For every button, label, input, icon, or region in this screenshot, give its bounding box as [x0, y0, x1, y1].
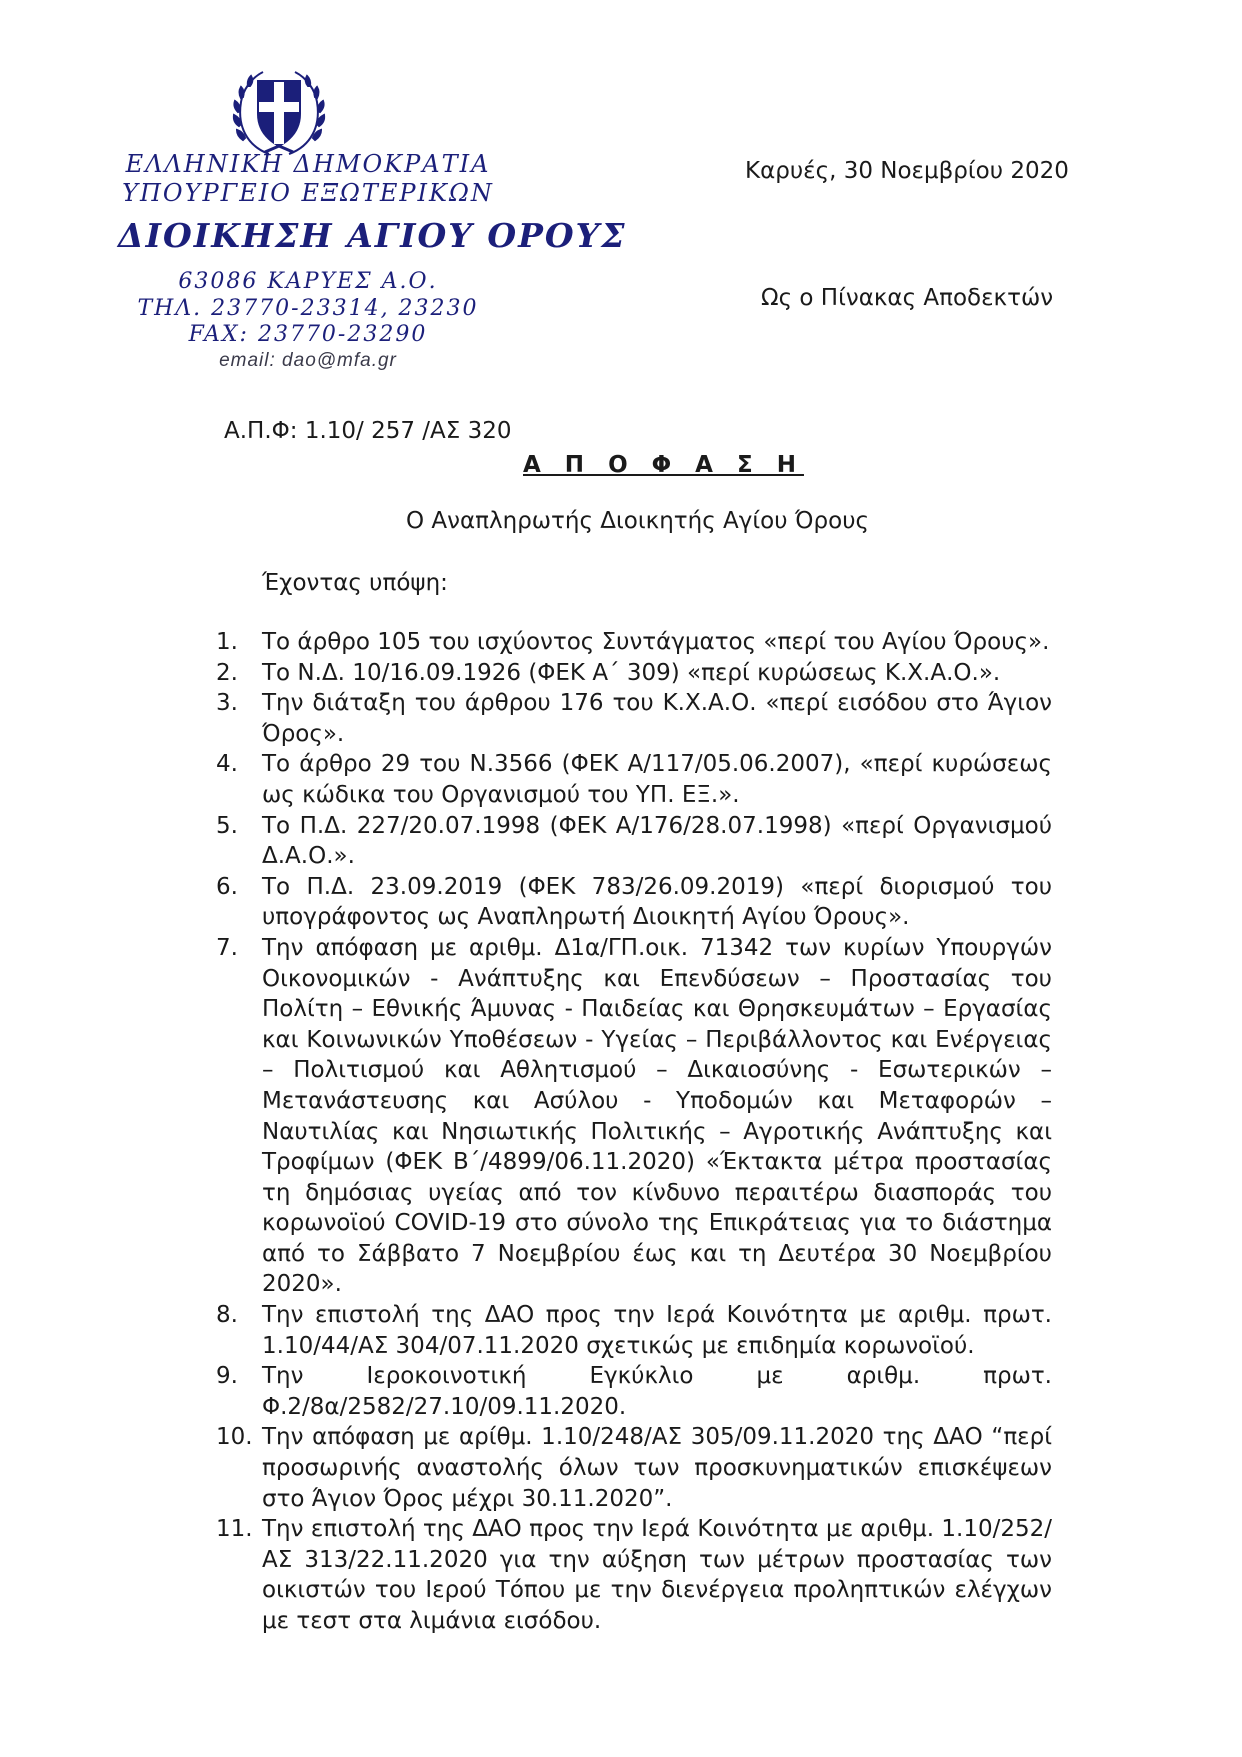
list-item [216, 811, 1052, 872]
document-title: Α Π Ο Φ Α Σ Η [523, 452, 804, 478]
list-item [216, 933, 1052, 1300]
item-text: Το άρθρο 105 του ισχύοντος Συντάγματος «περί του Αγίου Όρους». [262, 629, 1050, 655]
list-item [216, 1422, 1052, 1514]
item-text: Την επιστολή της ΔΑΟ προς την Ιερά Κοινότητα με αριθμ. πρωτ. 1.10/44/ΑΣ 304/07.11.2020 σχετικώς με επιδημία κορωνοϊού. [262, 1302, 1052, 1359]
list-item [216, 1361, 1052, 1422]
item-text: Το άρθρο 29 του Ν.3566 (ΦΕΚ Α/117/05.06.2007), «περί κυρώσεως ως κώδικα του Οργανισμού του ΥΠ. ΕΞ.». [262, 751, 1052, 808]
fax-number: FAX: 23770-23290 [188, 321, 428, 347]
country-name: ΕΛΛΗΝΙΚΗ ΔΗΜΟΚΡΑΤΙΑ [125, 150, 491, 178]
item-number: 2. [216, 659, 238, 686]
item-text: Την απόφαση με αριθμ. Δ1α/ΓΠ.οικ. 71342 των κυρίων Υπουργών Οικονομικών - Ανάπτυξης και Επενδύσεων – Προστασίας του Πολίτη – Εθνικής Άμυνας - Παιδείας και Θρησκευμάτων – Εργασίας και Κοινωνικών Υποθέσεων - Υγείας – Περιβάλλοντος και Ενέργειας – Πολιτισμού και Αθλητισμού – Δικαιοσύνης - Εσωτερικών – Μετανάστευσης και Ασύλου - Υποδομών και Μεταφορών – Ναυτιλίας και Νησιωτικής Πολιτικής – Αγροτικής Ανάπτυξης και Τροφίμων (ΦΕΚ Β΄/4899/06.11.2020) «Έκτακτα μέτρα προστασίας τη δημόσιας υγείας από τον κίνδυνο περαιτέρω διασποράς του κορωνοϊού COVID-19 στο σύνολο της Επικράτειας για το διάστημα από το Σάββατο 7 Νοεμβρίου έως και τη Δευτέρα 30 Νοεμβρίου 2020». [262, 934, 1052, 1298]
item-number: 1. [216, 629, 238, 655]
ministry-name: ΥΠΟΥΡΓΕΙΟ ΕΞΩΤΕΡΙΚΩΝ [122, 178, 494, 207]
list-item [216, 1514, 1052, 1636]
considerations-list [216, 627, 1052, 1637]
list-item [216, 872, 1052, 933]
list-item [216, 749, 1052, 810]
item-text: Το Π.Δ. 227/20.07.1998 (ΦΕΚ Α/176/28.07.1998) «περί Οργανισμού Δ.Α.Ο.». [262, 812, 1052, 870]
postal-address: 63086 ΚΑΡΥΕΣ Α.Ο. [178, 269, 438, 295]
item-text: Την απόφαση με αρίθμ. 1.10/248/ΑΣ 305/09.11.2020 της ΔΑΟ “περί προσωρινής αναστολής όλων των προσκυνηματικών επισκέψεων στο Άγιον Όρος μέχρι 30.11.2020”. [262, 1424, 1052, 1512]
item-number: 11. [216, 1516, 253, 1543]
considering-heading: Έχοντας υπόψη: [262, 570, 448, 596]
item-number: 8. [216, 1302, 238, 1329]
letterhead [118, 150, 627, 373]
item-number: 7. [216, 934, 238, 961]
item-number: 3. [216, 690, 238, 717]
issuer-line: Ο Αναπληρωτής Διοικητής Αγίου Όρους [406, 508, 870, 534]
greek-coat-of-arms-icon [229, 62, 329, 162]
item-number: 5. [216, 812, 238, 839]
item-text: Την επιστολή της ΔΑΟ προς την Ιερά Κοινότητα με αριθμ. 1.10/252/ΑΣ 313/22.11.2020 για την αύξηση των μέτρων προστασίας των οικιστών του Ιερού Τόπου με την διενέργεια προληπτικών ελέγχων με τεστ στα λιμάνια εισόδου. [262, 1516, 1052, 1634]
recipients-line: Ως ο Πίνακας Αποδεκτών [761, 285, 1054, 311]
phone-numbers: ΤΗΛ. 23770-23314, 23230 [137, 295, 479, 321]
item-text: Το Ν.Δ. 10/16.09.1926 (ΦΕΚ Α΄ 309) «περί κυρώσεως Κ.Χ.Α.Ο.». [262, 659, 1001, 686]
list-item [216, 627, 1052, 658]
item-text: Το Π.Δ. 23.09.2019 (ΦΕΚ 783/26.09.2019) «περί διορισμού του υπογράφοντος ως Αναπληρωτή Διοικητή Αγίου Όρους». [262, 873, 1052, 931]
item-text: Την Ιεροκοινοτική Εγκύκλιο με αριθμ. πρωτ. Φ.2/8α/2582/27.10/09.11.2020. [262, 1363, 1052, 1420]
item-number: 4. [216, 751, 238, 778]
list-item [216, 688, 1052, 749]
item-number: 9. [216, 1363, 238, 1390]
item-number: 10. [216, 1424, 253, 1451]
item-number: 6. [216, 873, 238, 900]
protocol-number: Α.Π.Φ: 1.10/ 257 /ΑΣ 320 [224, 418, 512, 444]
item-text: Την διάταξη του άρθρου 176 του Κ.Χ.Α.Ο. «περί εισόδου στο Άγιον Όρος». [262, 690, 1052, 747]
authority-name: ΔΙΟΙΚΗΣΗ ΑΓΙΟΥ ΟΡΟΥΣ [118, 215, 627, 255]
list-item [216, 658, 1052, 689]
list-item [216, 1300, 1052, 1361]
document-date: Καρυές, 30 Νοεμβρίου 2020 [745, 158, 1069, 184]
email-address: email: dao@mfa.gr [219, 350, 397, 372]
